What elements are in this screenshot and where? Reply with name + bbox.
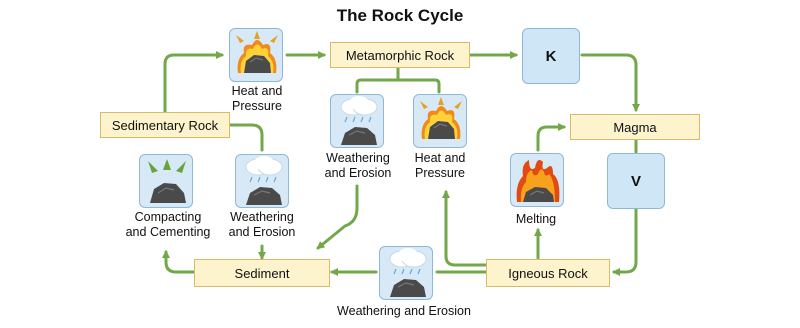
weathering-erosion-icon	[330, 94, 384, 148]
heat-pressure-label-mid: Heat and Pressure	[414, 151, 466, 180]
weathering-erosion-label-bottom: Weathering and Erosion	[337, 304, 471, 318]
arrow-sedimentary-to-weathering	[230, 125, 262, 150]
weathering-erosion-label-left: Weathering and Erosion	[228, 210, 296, 239]
melting-label: Melting	[515, 212, 557, 226]
arrow-sedimentary-to-heat	[165, 55, 222, 117]
compacting-cementing-label: Compacting and Cementing	[125, 210, 211, 239]
weathering-erosion-icon	[379, 246, 433, 300]
blank-box-k: K	[522, 28, 580, 84]
heat-pressure-icon	[229, 28, 283, 82]
sedimentary-rock-box: Sedimentary Rock	[100, 112, 230, 138]
igneous-rock-box: Igneous Rock	[486, 259, 610, 287]
arrow-v-to-igneous	[614, 208, 636, 272]
arrow-metamorphic-split	[357, 68, 439, 92]
metamorphic-rock-box: Metamorphic Rock	[330, 42, 470, 68]
melting-icon	[510, 153, 564, 207]
arrow-weathering-to-sediment	[318, 186, 357, 248]
arrow-igneous-to-heat	[446, 192, 488, 265]
compacting-icon	[139, 154, 193, 208]
arrow-k-to-magma	[582, 55, 636, 110]
blank-box-v: V	[607, 153, 665, 209]
weathering-erosion-label-mid: Weathering and Erosion	[324, 151, 392, 180]
heat-pressure-label-top: Heat and Pressure	[231, 84, 283, 113]
magma-box: Magma	[570, 114, 700, 140]
sediment-box: Sediment	[194, 259, 330, 287]
arrow-melting-to-magma	[538, 127, 564, 150]
weathering-erosion-icon	[235, 154, 289, 208]
heat-pressure-icon	[413, 94, 467, 148]
diagram-title: The Rock Cycle	[336, 6, 464, 25]
arrow-sediment-to-compacting	[166, 252, 194, 272]
